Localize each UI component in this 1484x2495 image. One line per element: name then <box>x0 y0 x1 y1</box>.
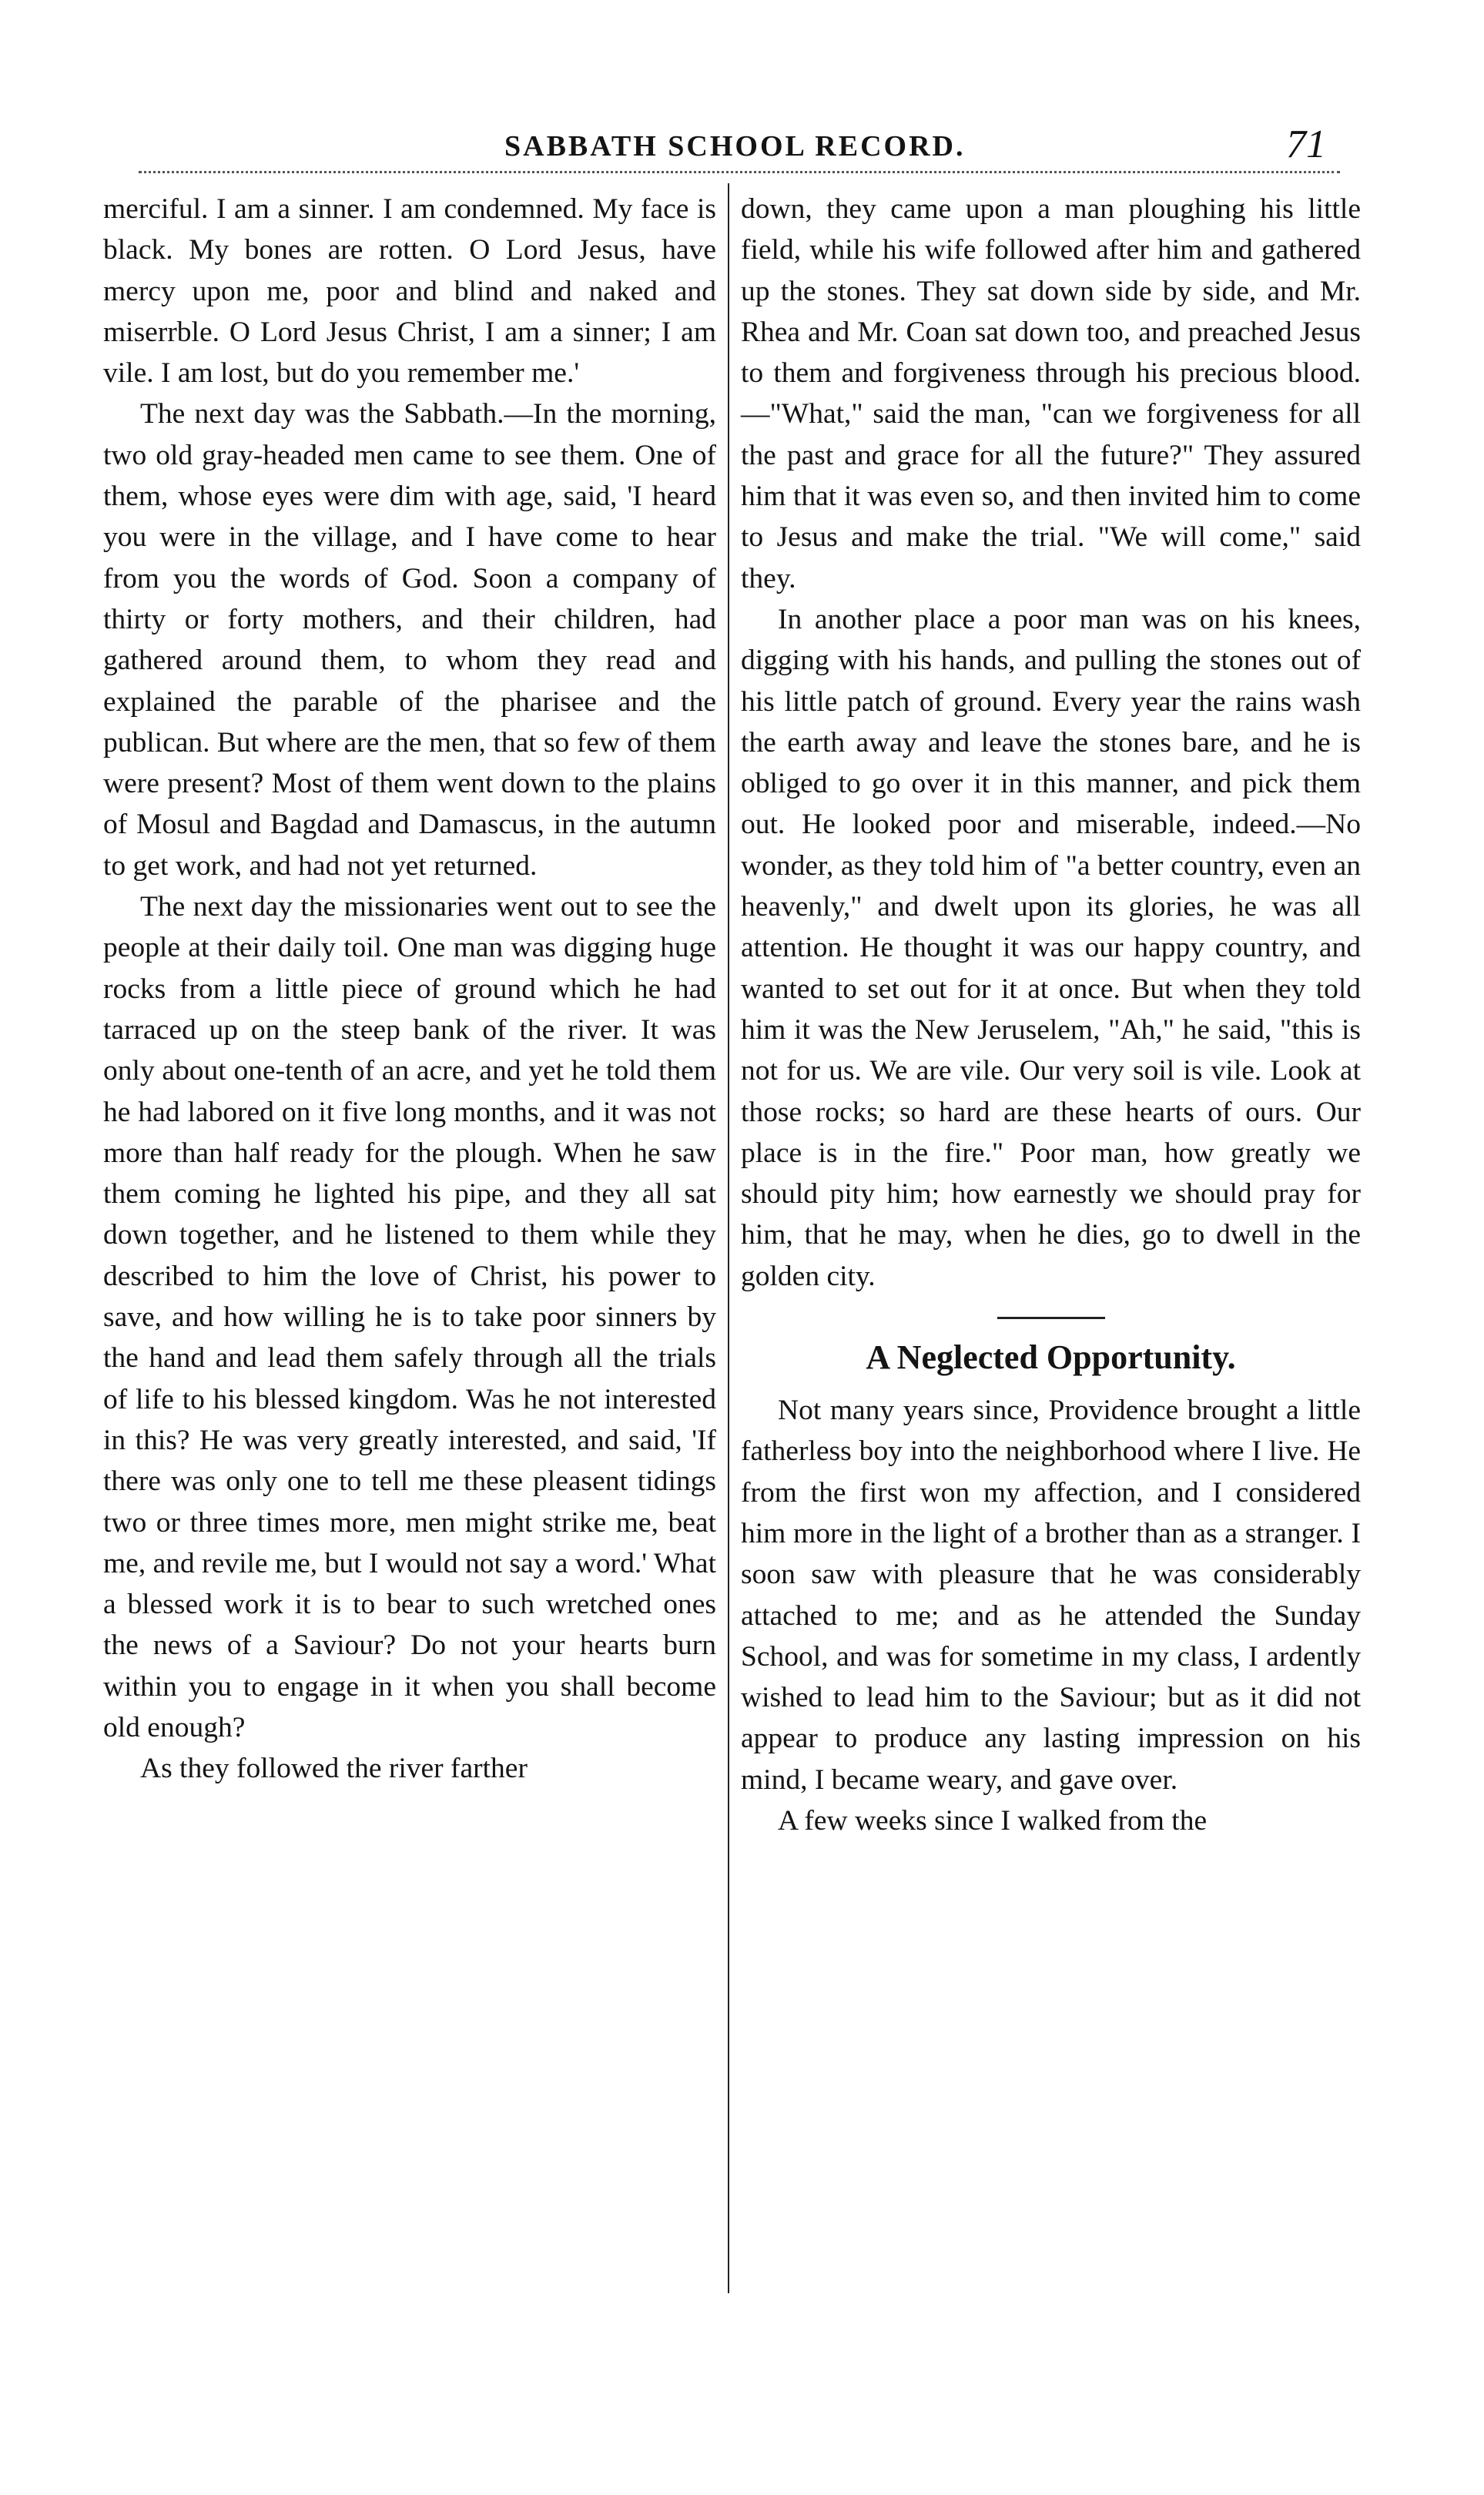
paragraph: The next day the missionaries went out to see the people at their daily toil. One man was digging huge rocks from a little piece of ground which he had tarraced up on the steep bank of the river. It was only about one-tenth of an acre, and yet he told them he had labored on it five long months, and it was not more than half ready for the plough. When he saw them coming he lighted his pipe, and they all sat down together, and he listened to them while they described to him the love of Christ, his power to save, and how willing he is to take poor sinners by the hand and lead them safely through all the trials of life to his blessed kingdom. Was he not interested in this? He was very greatly interested, and said, 'If there was only one to tell me these pleasent tidings two or three times more, men might strike me, beat me, and revile me, but I would not say a word.' What a blessed work it is to bear to such wretched ones the news of a Saviour? Do not your hearts burn within you to engage in it when you shall become old enough? <box>103 891 716 1743</box>
paragraph: In another place a poor man was on his knees, digging with his hands, and pulling the stones out of his little patch of ground. Every year the rains wash the earth away and leave the stones bare, and he is obliged to go over it in this manner, and pick them out. He looked poor and miserable, indeed.—No wonder, as they told him of "a better country, even an heavenly," and dwelt upon its glories, he was all attention. He thought it was our happy country, and wanted to set out for it at once. But when they told him it was the New Jeruselem, "Ah," he said, "this is not for us. We are vile. Our very soil is vile. Look at those rocks; so hard are these hearts of ours. Our place is in the fire." Poor man, how greatly we should pity him; how earnestly we should pray for him, that he may, when he dies, go to dwell in the golden city. <box>741 603 1361 1292</box>
paragraph: Not many years since, Providence brought a little fatherless boy into the neighborhood where I live. He from the first won my affection, and I considered him more in the light of a brother than as a stranger. I soon saw with pleasure that he was considerably attached to me; and as he attended the Sunday School, and was for sometime in my class, I ardently wished to lead him to the Saviour; but as it did not appear to produce any lasting impression on his mind, I became weary, and gave over. <box>741 1395 1361 1796</box>
paragraph: As they followed the river farther <box>140 1753 528 1785</box>
paragraph: merciful. I am a sinner. I am condemned. My face is black. My bones are rotten. O Lord Jesus, have mercy upon me, poor and blind and naked and miserrble. O Lord Jesus Christ, I am a sinner; I am vile. I am lost, but do you remember me.' <box>103 193 716 390</box>
header-rule <box>139 171 1340 173</box>
running-head <box>0 122 1484 176</box>
section-heading: A Neglected Opportunity. <box>866 1338 1236 1377</box>
running-title: SABBATH SCHOOL RECORD. <box>504 130 966 162</box>
column-divider <box>728 183 729 2293</box>
paragraph: The next day was the Sabbath.—In the morning, two old gray-headed men came to see them. One of them, whose eyes were dim with age, said, 'I heard you were in the village, and I have come to hear from you the words of God. Soon a company of thirty or forty mothers, and their children, had gathered around them, to whom they read and explained the parable of the pharisee and the publican. But where are the men, that so few of them were present? Most of them went down to the plains of Mosul and Bagdad and Damascus, in the autumn to get work, and had not yet returned. <box>103 398 716 882</box>
paragraph: down, they came upon a man ploughing his little field, while his wife followed after him and gathered up the stones. They sat down side by side, and Mr. Rhea and Mr. Coan sat down too, and preached Jesus to them and forgiveness through his precious blood.—"What," said the man, "can we forgiveness for all the past and grace for all the future?" They assured him that it was even so, and then invited him to come to Jesus and make the trial. "We will come," said they. <box>741 193 1361 594</box>
left-column <box>103 189 716 1790</box>
page-number: 71 <box>1286 122 1326 166</box>
paragraph: A few weeks since I walked from the <box>778 1804 1208 1837</box>
section-divider <box>997 1317 1105 1319</box>
right-column <box>741 189 1361 1841</box>
